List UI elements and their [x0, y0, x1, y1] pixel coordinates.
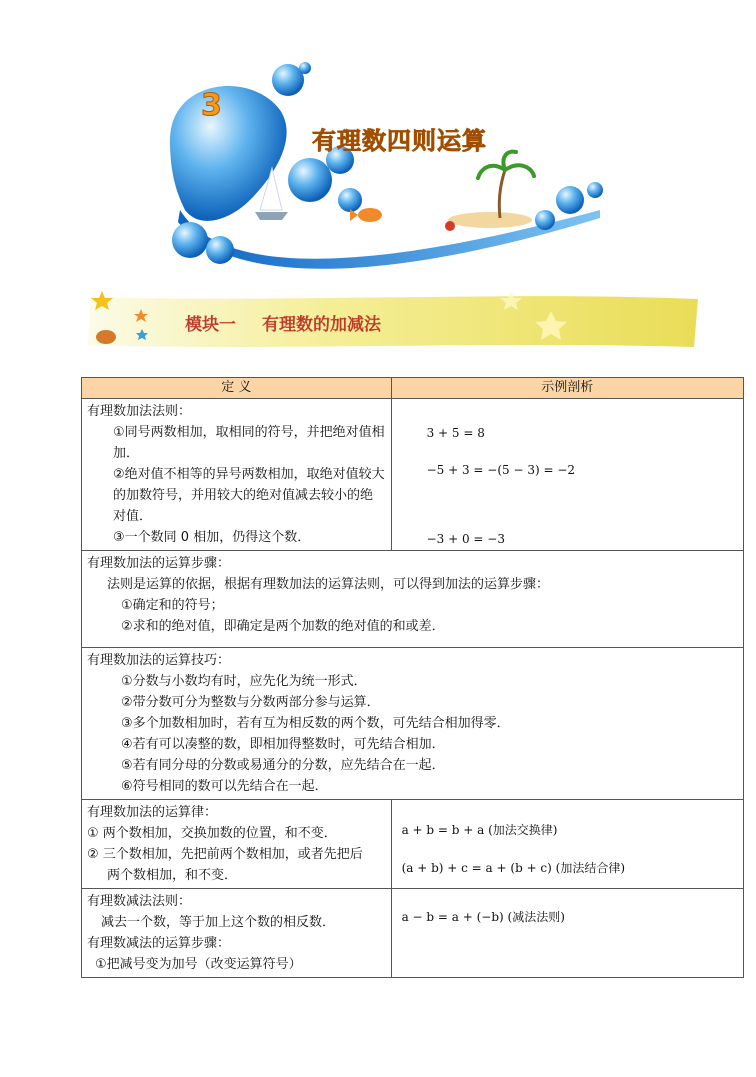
tip-item: ①分数与小数均有时，应先化为统一形式．	[121, 674, 367, 689]
module-label: 模块一	[185, 315, 236, 335]
table-row	[82, 648, 744, 800]
row-title: 有理数加法法则：	[87, 404, 192, 419]
table-row	[82, 800, 744, 889]
example-formula: (a + b) + c = a + (b + c) (加法结合律)	[401, 861, 626, 875]
module-title	[185, 310, 407, 335]
example-formula: a − b = a + (−b) (减法法则)	[401, 910, 565, 924]
rule-item: ②绝对值不相等的异号两数相加，取绝对值较大的加数符号，并用较大的绝对值减去较小的绝对值．	[113, 467, 385, 524]
header-definition: 定 义	[82, 378, 392, 399]
module-name: 有理数的加减法	[262, 315, 381, 335]
rule-item: 减去一个数，等于加上这个数的相反数．	[101, 915, 336, 930]
example-formula: −5 + 3 = −(5 − 3) = −2	[426, 463, 576, 477]
row-title: 有理数减法法则：	[87, 894, 192, 909]
rule-item: ③一个数同 0 相加，仍得这个数．	[113, 530, 311, 545]
row-title: 有理数加法的运算律：	[87, 805, 218, 820]
step-item: ①确定和的符号；	[121, 598, 224, 613]
example-formula: −3 + 0 = −3	[426, 532, 505, 546]
tip-item: ④若有可以凑整的数，即相加得整数时，可先结合相加．	[121, 737, 445, 752]
chapter-number: 3	[201, 88, 222, 123]
table-row	[82, 889, 744, 978]
header-examples: 示例剖析	[391, 378, 743, 399]
chapter-banner-illustration	[160, 60, 620, 280]
law-item: ① 两个数相加，交换加数的位置，和不变．	[87, 826, 337, 841]
example-formula: 3 + 5 = 8	[426, 426, 485, 440]
content-table	[81, 377, 744, 978]
tip-item: ②带分数可分为整数与分数两部分参与运算．	[121, 695, 380, 710]
step-item: ②求和的绝对值，即确定是两个加数的绝对值的和或差．	[121, 619, 445, 634]
rule-item: ①同号两数相加，取相同的符号，并把绝对值相加．	[113, 425, 385, 461]
table-row	[82, 551, 744, 648]
row-title: 有理数加法的运算步骤：	[87, 556, 231, 571]
step-item: ①把减号变为加号（改变运算符号）	[95, 957, 302, 972]
chapter-title: 有理数四则运算	[312, 127, 487, 155]
law-item: ② 三个数相加，先把前两个数相加，或者先把后	[87, 847, 363, 862]
row-title: 有理数加法的运算技巧：	[87, 653, 231, 668]
table-header-row	[82, 378, 744, 399]
row-title: 有理数减法的运算步骤：	[87, 936, 231, 951]
example-formula: a + b = b + a (加法交换律)	[401, 823, 558, 837]
tip-item: ⑤若有同分母的分数或易通分的分数，应先结合在一起．	[121, 758, 445, 773]
table-row	[82, 399, 744, 551]
tip-item: ⑥符号相同的数可以先结合在一起．	[121, 779, 328, 794]
tip-item: ③多个加数相加时，若有互为相反数的两个数，可先结合相加得零．	[121, 716, 510, 731]
law-item-continued: 两个数相加，和不变．	[107, 868, 238, 883]
step-intro: 法则是运算的依据，根据有理数加法的运算法则，可以得到加法的运算步骤：	[107, 577, 550, 592]
